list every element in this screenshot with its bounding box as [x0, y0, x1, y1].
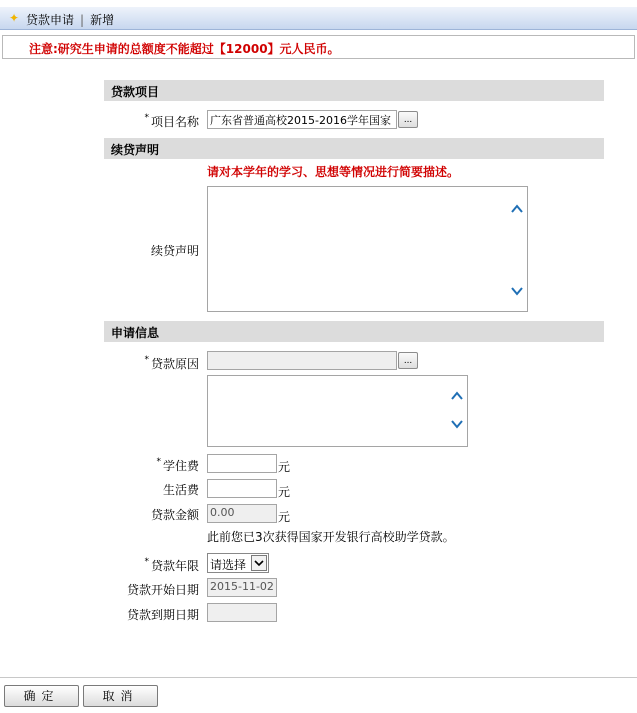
- continuation-statement-label: [104, 242, 199, 259]
- required-mark: *: [144, 113, 149, 123]
- project-name-input[interactable]: 广东省普通高校2015-2016学年国家: [207, 110, 397, 129]
- loan-history-text: 此前您已3次获得国家开发银行高校助学贷款。: [207, 530, 455, 544]
- continuation-note: 请对本学年的学习、思想等情况进行简要描述。: [207, 165, 460, 179]
- chevron-down-icon[interactable]: [251, 555, 267, 571]
- required-mark: *: [144, 557, 149, 567]
- required-mark: *: [144, 355, 149, 365]
- loan-reason-textarea[interactable]: [207, 375, 468, 447]
- label-text: 项目名称: [150, 115, 199, 129]
- continuation-statement-textarea[interactable]: [207, 186, 528, 312]
- loan-reason-browse-button[interactable]: ...: [398, 352, 418, 369]
- section-loan-project: [104, 80, 604, 101]
- scroll-up-icon[interactable]: [511, 203, 523, 215]
- section-title: 申请信息: [111, 326, 160, 340]
- scroll-down-icon[interactable]: [511, 285, 523, 297]
- section-title: 贷款项目: [111, 85, 160, 99]
- textarea-scrollbar[interactable]: [447, 376, 467, 446]
- living-unit: 元: [278, 485, 291, 499]
- loan-reason-label: [104, 355, 199, 372]
- end-date-label: [104, 606, 199, 623]
- title-text: 贷款申请: [26, 13, 75, 27]
- loan-reason-select-input[interactable]: [207, 351, 397, 370]
- textarea-scrollbar[interactable]: [507, 187, 527, 311]
- label-text: 贷款开始日期: [126, 583, 199, 597]
- living-label: [104, 481, 199, 498]
- confirm-button[interactable]: 确定: [4, 685, 79, 707]
- project-name-browse-button[interactable]: ...: [398, 111, 418, 128]
- loan-years-select[interactable]: [207, 553, 269, 573]
- scroll-down-icon[interactable]: [451, 418, 463, 430]
- label-text: 贷款金额: [150, 508, 199, 522]
- title-subtitle: 新增: [90, 13, 115, 27]
- living-input[interactable]: [207, 479, 277, 498]
- tuition-label: [104, 457, 199, 474]
- section-continuation: [104, 138, 604, 159]
- end-date-input[interactable]: [207, 603, 277, 622]
- required-mark: *: [156, 457, 161, 467]
- loan-amount-unit: 元: [278, 510, 291, 524]
- notice-box: [2, 35, 635, 59]
- loan-years-label: [104, 557, 199, 574]
- section-application: [104, 321, 604, 342]
- tuition-input[interactable]: [207, 454, 277, 473]
- cancel-button[interactable]: 取消: [83, 685, 158, 707]
- page-title: [26, 11, 114, 28]
- start-date-label: [104, 581, 199, 598]
- loan-amount-input: 0.00: [207, 504, 277, 523]
- bottom-divider: [0, 677, 637, 678]
- label-text: 学住费: [162, 459, 199, 473]
- label-text: 贷款到期日期: [126, 608, 199, 622]
- section-title: 续贷声明: [111, 143, 160, 157]
- start-date-input[interactable]: 2015-11-02: [207, 578, 277, 597]
- scroll-up-icon[interactable]: [451, 390, 463, 402]
- notice-text: 注意:研究生申请的总额度不能超过【12000】元人民币。: [29, 42, 340, 56]
- tuition-unit: 元: [278, 460, 291, 474]
- label-text: 贷款原因: [150, 357, 199, 371]
- title-bar: [0, 7, 637, 30]
- label-text: 贷款年限: [150, 559, 199, 573]
- title-separator: |: [80, 13, 85, 27]
- star-icon: ✦: [9, 11, 20, 25]
- loan-years-selected: 请选择: [210, 558, 247, 572]
- label-text: 续贷声明: [150, 244, 199, 258]
- label-text: 生活费: [162, 483, 199, 497]
- project-name-label: [104, 113, 199, 130]
- loan-amount-label: [104, 506, 199, 523]
